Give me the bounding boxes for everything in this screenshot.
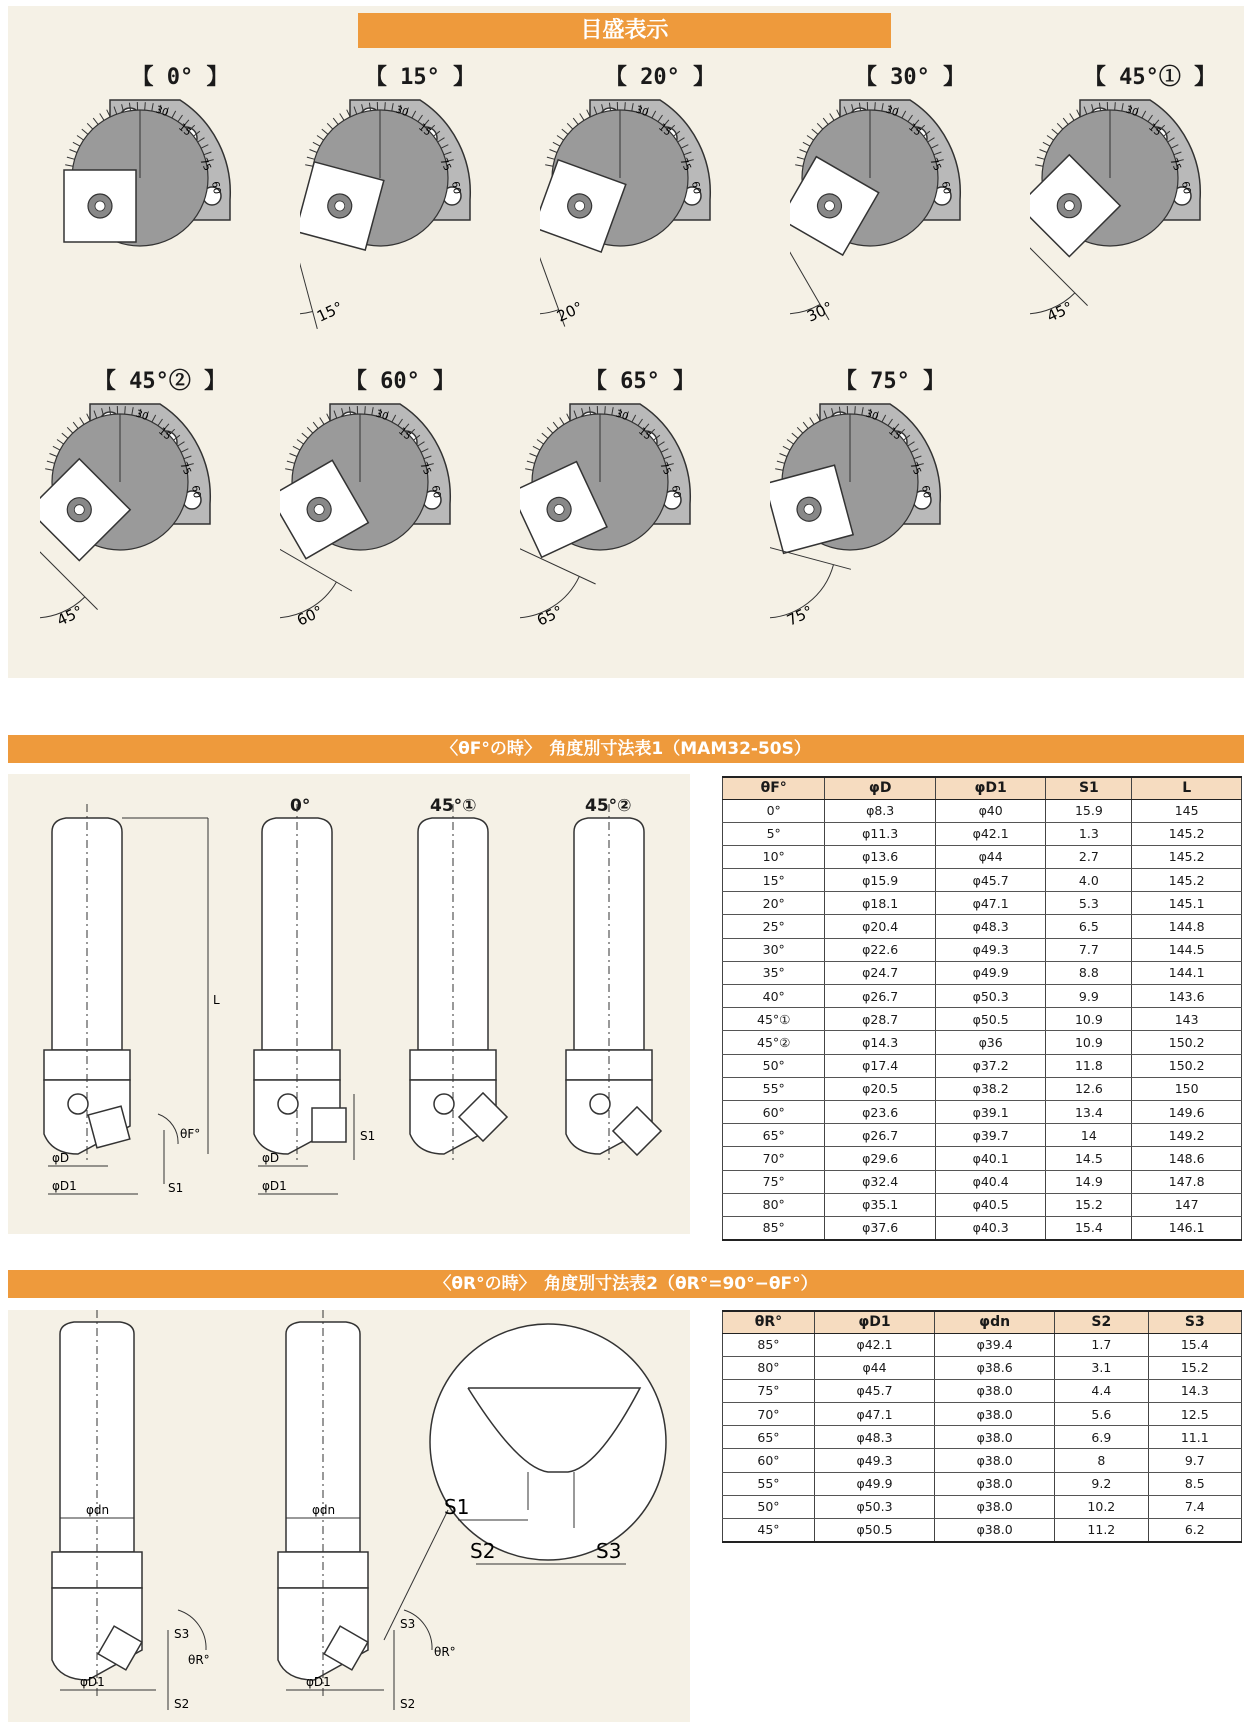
table1-cell: 144.1: [1132, 961, 1242, 984]
table1-cell: φ32.4: [825, 1170, 935, 1193]
table1-cell: φ15.9: [825, 869, 935, 892]
label-phiD1-b: φD1: [262, 1179, 287, 1193]
gauge-item: [790, 60, 1030, 360]
label-S3-b: S3: [400, 1617, 416, 1631]
gauge-item: [40, 364, 280, 664]
table1-cell: 13.4: [1046, 1100, 1132, 1123]
svg-text:60: 60: [189, 484, 203, 500]
gauge-section-title: 目盛表示: [358, 13, 891, 48]
table2-cell: 11.1: [1148, 1426, 1241, 1449]
table2-header-cell: θR°: [723, 1311, 815, 1333]
table1-cell: φ39.1: [935, 1100, 1045, 1123]
table1-cell: 143.6: [1132, 985, 1242, 1008]
table1-cell: φ8.3: [825, 799, 935, 822]
table2-cell: 3.1: [1055, 1356, 1148, 1379]
label-thetaR-b: θR°: [434, 1645, 456, 1659]
table1-cell: 25°: [723, 915, 825, 938]
table1-cell: 149.6: [1132, 1100, 1242, 1123]
table1-cell: φ23.6: [825, 1100, 935, 1123]
gauge-item: [1030, 60, 1255, 360]
gauge-item-label: 【 45°② 】: [93, 369, 227, 394]
gauge-dial-drawing: [1030, 90, 1255, 360]
gauge-angle-text: 65°: [534, 602, 566, 630]
table2-cell: φ48.3: [814, 1426, 934, 1449]
label-thetaR-a: θR°: [188, 1653, 210, 1667]
table1-cell: 75°: [723, 1170, 825, 1193]
gauge-dial-drawing: [790, 90, 1030, 360]
table2-cell: 50°: [723, 1495, 815, 1518]
table1-cell: 145.2: [1132, 822, 1242, 845]
table1-cell: φ20.4: [825, 915, 935, 938]
table2-cell: φ38.0: [935, 1379, 1055, 1402]
table1-cell: 14.9: [1046, 1170, 1132, 1193]
table1-drawing: [8, 774, 690, 1234]
table1-cell: 149.2: [1132, 1124, 1242, 1147]
table1-cell: 150: [1132, 1077, 1242, 1100]
svg-text:60: 60: [449, 180, 463, 196]
table2-header-cell: φD1: [814, 1311, 934, 1333]
table2: [722, 1310, 1242, 1543]
gauge-item-label: 【 60° 】: [344, 369, 456, 394]
svg-text:75: 75: [927, 156, 943, 173]
table1-row: [723, 845, 1242, 868]
gauge-angle-text: 20°: [554, 298, 586, 326]
table2-header-cell: S3: [1148, 1311, 1241, 1333]
svg-text:30: 30: [153, 104, 170, 120]
table2-cell: 6.9: [1055, 1426, 1148, 1449]
svg-text:15: 15: [176, 121, 193, 139]
table1-cell: 8.8: [1046, 961, 1132, 984]
table1-cell: φ28.7: [825, 1008, 935, 1031]
table1-row: [723, 961, 1242, 984]
table2-cell: φ38.0: [935, 1403, 1055, 1426]
table1-cell: 143: [1132, 1008, 1242, 1031]
table2-cell: φ49.9: [814, 1472, 934, 1495]
table1-cell: φ26.7: [825, 985, 935, 1008]
table2-cell: φ47.1: [814, 1403, 934, 1426]
svg-text:60: 60: [1179, 180, 1193, 196]
table1-cell: φ50.5: [935, 1008, 1045, 1031]
table1-cell: 147: [1132, 1193, 1242, 1216]
table1-cell: 60°: [723, 1100, 825, 1123]
table2-cell: 4.4: [1055, 1379, 1148, 1402]
table2-cell: 8.5: [1148, 1472, 1241, 1495]
table1-row: [723, 1031, 1242, 1054]
gauge-dial-drawing: [60, 90, 300, 360]
table2-section-title: 〈θR°の時〉 角度別寸法表2（θR°=90°−θF°）: [8, 1270, 1244, 1298]
gauge-item-label: 【 0° 】: [131, 65, 229, 90]
table1-cell: 145.1: [1132, 892, 1242, 915]
drawing-label-0: 0°: [290, 796, 311, 816]
detail-label-S1: S1: [444, 1495, 470, 1519]
gauge-item-label: 【 45°① 】: [1083, 65, 1217, 90]
table1-cell: 147.8: [1132, 1170, 1242, 1193]
table2-cell: 45°: [723, 1519, 815, 1542]
table2-cell: 14.3: [1148, 1379, 1241, 1402]
table1-cell: φ42.1: [935, 822, 1045, 845]
table1-cell: φ39.7: [935, 1124, 1045, 1147]
table1-header-cell: S1: [1046, 777, 1132, 799]
svg-text:15: 15: [906, 121, 923, 139]
table2-cell: 7.4: [1148, 1495, 1241, 1518]
gauge-dial-drawing: [540, 90, 780, 360]
table2-cell: 80°: [723, 1356, 815, 1379]
table1-cell: 7.7: [1046, 938, 1132, 961]
table2-cell: 55°: [723, 1472, 815, 1495]
svg-text:30: 30: [863, 408, 880, 424]
table1-cell: 150.2: [1132, 1054, 1242, 1077]
table1: [722, 776, 1242, 1241]
table2-cell: φ38.0: [935, 1449, 1055, 1472]
label-phiD1-a: φD1: [52, 1179, 77, 1193]
gauge-angle-text: 75°: [784, 602, 816, 630]
table2-row: [723, 1519, 1242, 1542]
gauge-item: [300, 60, 540, 360]
svg-text:15: 15: [636, 425, 653, 443]
svg-text:30: 30: [1123, 104, 1140, 120]
label-L: L: [213, 993, 220, 1007]
gauge-item-label: 【 20° 】: [604, 65, 716, 90]
table1-cell: 2.7: [1046, 845, 1132, 868]
table2-header-cell: φdn: [935, 1311, 1055, 1333]
table1-cell: φ45.7: [935, 869, 1045, 892]
svg-text:75: 75: [677, 156, 693, 173]
table2-cell: φ45.7: [814, 1379, 934, 1402]
table2-cell: 9.7: [1148, 1449, 1241, 1472]
svg-text:75: 75: [197, 156, 213, 173]
svg-text:30: 30: [133, 408, 150, 424]
table2-cell: 12.5: [1148, 1403, 1241, 1426]
table1-row: [723, 1216, 1242, 1239]
table2-cell: 9.2: [1055, 1472, 1148, 1495]
table1-cell: φ18.1: [825, 892, 935, 915]
table1-cell: 14.5: [1046, 1147, 1132, 1170]
table1-cell: φ50.3: [935, 985, 1045, 1008]
table1-cell: 30°: [723, 938, 825, 961]
table1-row: [723, 1124, 1242, 1147]
table1-header-cell: φD1: [935, 777, 1045, 799]
table2-row: [723, 1403, 1242, 1426]
svg-text:75: 75: [1167, 156, 1183, 173]
table1-row: [723, 869, 1242, 892]
gauge-angle-text: 30°: [804, 298, 836, 326]
table1-cell: 12.6: [1046, 1077, 1132, 1100]
gauge-angle-text: 60°: [294, 602, 326, 630]
table2-cell: φ38.0: [935, 1426, 1055, 1449]
gauge-item-label: 【 15° 】: [364, 65, 476, 90]
gauge-item: [540, 60, 780, 360]
drawing-label-45b: 45°②: [585, 796, 632, 816]
table1-cell: φ14.3: [825, 1031, 935, 1054]
table1-cell: 15.4: [1046, 1216, 1132, 1239]
table1-header-cell: φD: [825, 777, 935, 799]
table1-cell: φ38.2: [935, 1077, 1045, 1100]
table1-cell: φ35.1: [825, 1193, 935, 1216]
table1-cell: φ20.5: [825, 1077, 935, 1100]
table1-row: [723, 1170, 1242, 1193]
gauge-item: [770, 364, 1010, 664]
gauge-item-label: 【 75° 】: [834, 369, 946, 394]
table1-cell: 5°: [723, 822, 825, 845]
table1-row: [723, 985, 1242, 1008]
gauge-item: [520, 364, 760, 664]
table2-cell: 15.2: [1148, 1356, 1241, 1379]
table1-cell: 15°: [723, 869, 825, 892]
table1-cell: 10°: [723, 845, 825, 868]
table2-cell: φ39.4: [935, 1333, 1055, 1356]
table1-cell: φ36: [935, 1031, 1045, 1054]
table2-drawing: [8, 1310, 690, 1722]
table1-cell: 80°: [723, 1193, 825, 1216]
table1-cell: 14: [1046, 1124, 1132, 1147]
table1-cell: 20°: [723, 892, 825, 915]
table1-cell: 40°: [723, 985, 825, 1008]
label-phidn-b: φdn: [312, 1503, 336, 1517]
svg-text:15: 15: [1146, 121, 1163, 139]
gauge-angle-text: 45°: [54, 602, 86, 630]
table2-cell: φ49.3: [814, 1449, 934, 1472]
gauge-dial-drawing: [520, 394, 760, 664]
table1-cell: 15.2: [1046, 1193, 1132, 1216]
table2-row: [723, 1379, 1242, 1402]
svg-text:75: 75: [177, 460, 193, 477]
table1-cell: 145: [1132, 799, 1242, 822]
table2-row: [723, 1333, 1242, 1356]
label-S1-a: S1: [168, 1181, 184, 1195]
table2-cell: φ38.6: [935, 1356, 1055, 1379]
svg-text:75: 75: [437, 156, 453, 173]
table1-cell: 145.2: [1132, 845, 1242, 868]
table2-cell: φ50.5: [814, 1519, 934, 1542]
svg-text:75: 75: [657, 460, 673, 477]
table2-cell: 65°: [723, 1426, 815, 1449]
label-thetaF: θF°: [180, 1127, 201, 1141]
table2-cell: 6.2: [1148, 1519, 1241, 1542]
table1-cell: 144.5: [1132, 938, 1242, 961]
table2-header-cell: S2: [1055, 1311, 1148, 1333]
table1-cell: 144.8: [1132, 915, 1242, 938]
gauge-angle-text: 15°: [314, 298, 346, 326]
table1-cell: φ37.2: [935, 1054, 1045, 1077]
label-phidn-a: φdn: [86, 1503, 110, 1517]
table1-row: [723, 915, 1242, 938]
table1-cell: φ48.3: [935, 915, 1045, 938]
table1-row: [723, 1054, 1242, 1077]
table1-cell: 15.9: [1046, 799, 1132, 822]
label-S3-a: S3: [174, 1627, 190, 1641]
table1-cell: φ44: [935, 845, 1045, 868]
table2-cell: 10.2: [1055, 1495, 1148, 1518]
table1-cell: 146.1: [1132, 1216, 1242, 1239]
svg-text:60: 60: [429, 484, 443, 500]
table1-row: [723, 1147, 1242, 1170]
table1-cell: φ22.6: [825, 938, 935, 961]
label-phiD1-d: φD1: [306, 1675, 331, 1689]
table1-cell: 148.6: [1132, 1147, 1242, 1170]
gauge-angle-text: 45°: [1044, 298, 1076, 326]
table1-row: [723, 938, 1242, 961]
svg-text:60: 60: [209, 180, 223, 196]
label-phiD1-c: φD1: [80, 1675, 105, 1689]
table1-row: [723, 1008, 1242, 1031]
label-phiD-a: φD: [52, 1151, 70, 1165]
table1-cell: φ29.6: [825, 1147, 935, 1170]
table1-cell: 145.2: [1132, 869, 1242, 892]
table1-cell: 9.9: [1046, 985, 1132, 1008]
table1-cell: φ40.5: [935, 1193, 1045, 1216]
table2-cell: 75°: [723, 1379, 815, 1402]
table2-cell: 85°: [723, 1333, 815, 1356]
table1-row: [723, 892, 1242, 915]
table1-cell: φ11.3: [825, 822, 935, 845]
table1-cell: 65°: [723, 1124, 825, 1147]
table1-cell: 10.9: [1046, 1031, 1132, 1054]
detail-label-S2: S2: [470, 1539, 496, 1563]
table1-cell: φ40.4: [935, 1170, 1045, 1193]
table1-cell: 45°①: [723, 1008, 825, 1031]
table1-row: [723, 822, 1242, 845]
table1-cell: φ13.6: [825, 845, 935, 868]
table1-cell: φ40: [935, 799, 1045, 822]
svg-text:60: 60: [669, 484, 683, 500]
gauge-item-label: 【 30° 】: [854, 65, 966, 90]
label-S2-a: S2: [174, 1697, 190, 1711]
svg-text:60: 60: [689, 180, 703, 196]
table1-cell: 1.3: [1046, 822, 1132, 845]
table1-row: [723, 1077, 1242, 1100]
svg-text:15: 15: [396, 425, 413, 443]
table1-cell: φ40.3: [935, 1216, 1045, 1239]
svg-text:75: 75: [907, 460, 923, 477]
table1-cell: φ49.3: [935, 938, 1045, 961]
table1-cell: φ26.7: [825, 1124, 935, 1147]
table1-section-title: 〈θF°の時〉 角度別寸法表1（MAM32-50S）: [8, 735, 1244, 763]
svg-text:15: 15: [416, 121, 433, 139]
table1-cell: 70°: [723, 1147, 825, 1170]
table1-header-cell: θF°: [723, 777, 825, 799]
gauge-dial-drawing: [40, 394, 280, 664]
table2-row: [723, 1495, 1242, 1518]
table2-cell: 60°: [723, 1449, 815, 1472]
table2-cell: 8: [1055, 1449, 1148, 1472]
table2-cell: φ44: [814, 1356, 934, 1379]
table1-row: [723, 799, 1242, 822]
svg-text:30: 30: [393, 104, 410, 120]
table1-cell: 11.8: [1046, 1054, 1132, 1077]
svg-text:15: 15: [156, 425, 173, 443]
table2-cell: φ38.0: [935, 1495, 1055, 1518]
table2-row: [723, 1356, 1242, 1379]
table2-cell: φ38.0: [935, 1472, 1055, 1495]
gauge-item: [280, 364, 520, 664]
table2-cell: 5.6: [1055, 1403, 1148, 1426]
table2-cell: φ38.0: [935, 1519, 1055, 1542]
label-S2-b: S2: [400, 1697, 416, 1711]
table1-cell: 10.9: [1046, 1008, 1132, 1031]
label-phiD-b: φD: [262, 1151, 280, 1165]
table1-row: [723, 1100, 1242, 1123]
svg-text:30: 30: [373, 408, 390, 424]
table2-cell: 15.4: [1148, 1333, 1241, 1356]
table1-row: [723, 1193, 1242, 1216]
table1-cell: 150.2: [1132, 1031, 1242, 1054]
table2-cell: φ42.1: [814, 1333, 934, 1356]
table1-cell: φ17.4: [825, 1054, 935, 1077]
svg-text:30: 30: [613, 408, 630, 424]
table1-cell: 50°: [723, 1054, 825, 1077]
svg-text:75: 75: [417, 460, 433, 477]
table1-cell: 85°: [723, 1216, 825, 1239]
gauge-item-label: 【 65° 】: [584, 369, 696, 394]
gauge-item: [60, 60, 300, 360]
table1-cell: 55°: [723, 1077, 825, 1100]
svg-text:60: 60: [919, 484, 933, 500]
label-S1-b: S1: [360, 1129, 376, 1143]
table2-row: [723, 1472, 1242, 1495]
drawing-label-45a: 45°①: [430, 796, 477, 816]
table1-cell: 4.0: [1046, 869, 1132, 892]
table1-cell: 6.5: [1046, 915, 1132, 938]
svg-text:30: 30: [883, 104, 900, 120]
table1-cell: 45°②: [723, 1031, 825, 1054]
table1-cell: φ24.7: [825, 961, 935, 984]
table1-cell: 0°: [723, 799, 825, 822]
table1-cell: φ37.6: [825, 1216, 935, 1239]
table1-cell: φ47.1: [935, 892, 1045, 915]
table2-row: [723, 1449, 1242, 1472]
table2-cell: 11.2: [1055, 1519, 1148, 1542]
svg-text:60: 60: [939, 180, 953, 196]
gauge-dial-drawing: [300, 90, 540, 360]
detail-label-S3: S3: [596, 1539, 622, 1563]
table1-cell: 5.3: [1046, 892, 1132, 915]
table2-cell: φ50.3: [814, 1495, 934, 1518]
table1-cell: φ49.9: [935, 961, 1045, 984]
gauge-dial-drawing: [280, 394, 520, 664]
svg-text:30: 30: [633, 104, 650, 120]
svg-text:15: 15: [656, 121, 673, 139]
table2-row: [723, 1426, 1242, 1449]
gauge-dial-drawing: [770, 394, 1010, 664]
svg-text:15: 15: [886, 425, 903, 443]
table2-cell: 1.7: [1055, 1333, 1148, 1356]
table1-cell: 35°: [723, 961, 825, 984]
table1-header-cell: L: [1132, 777, 1242, 799]
table1-cell: φ40.1: [935, 1147, 1045, 1170]
table2-cell: 70°: [723, 1403, 815, 1426]
